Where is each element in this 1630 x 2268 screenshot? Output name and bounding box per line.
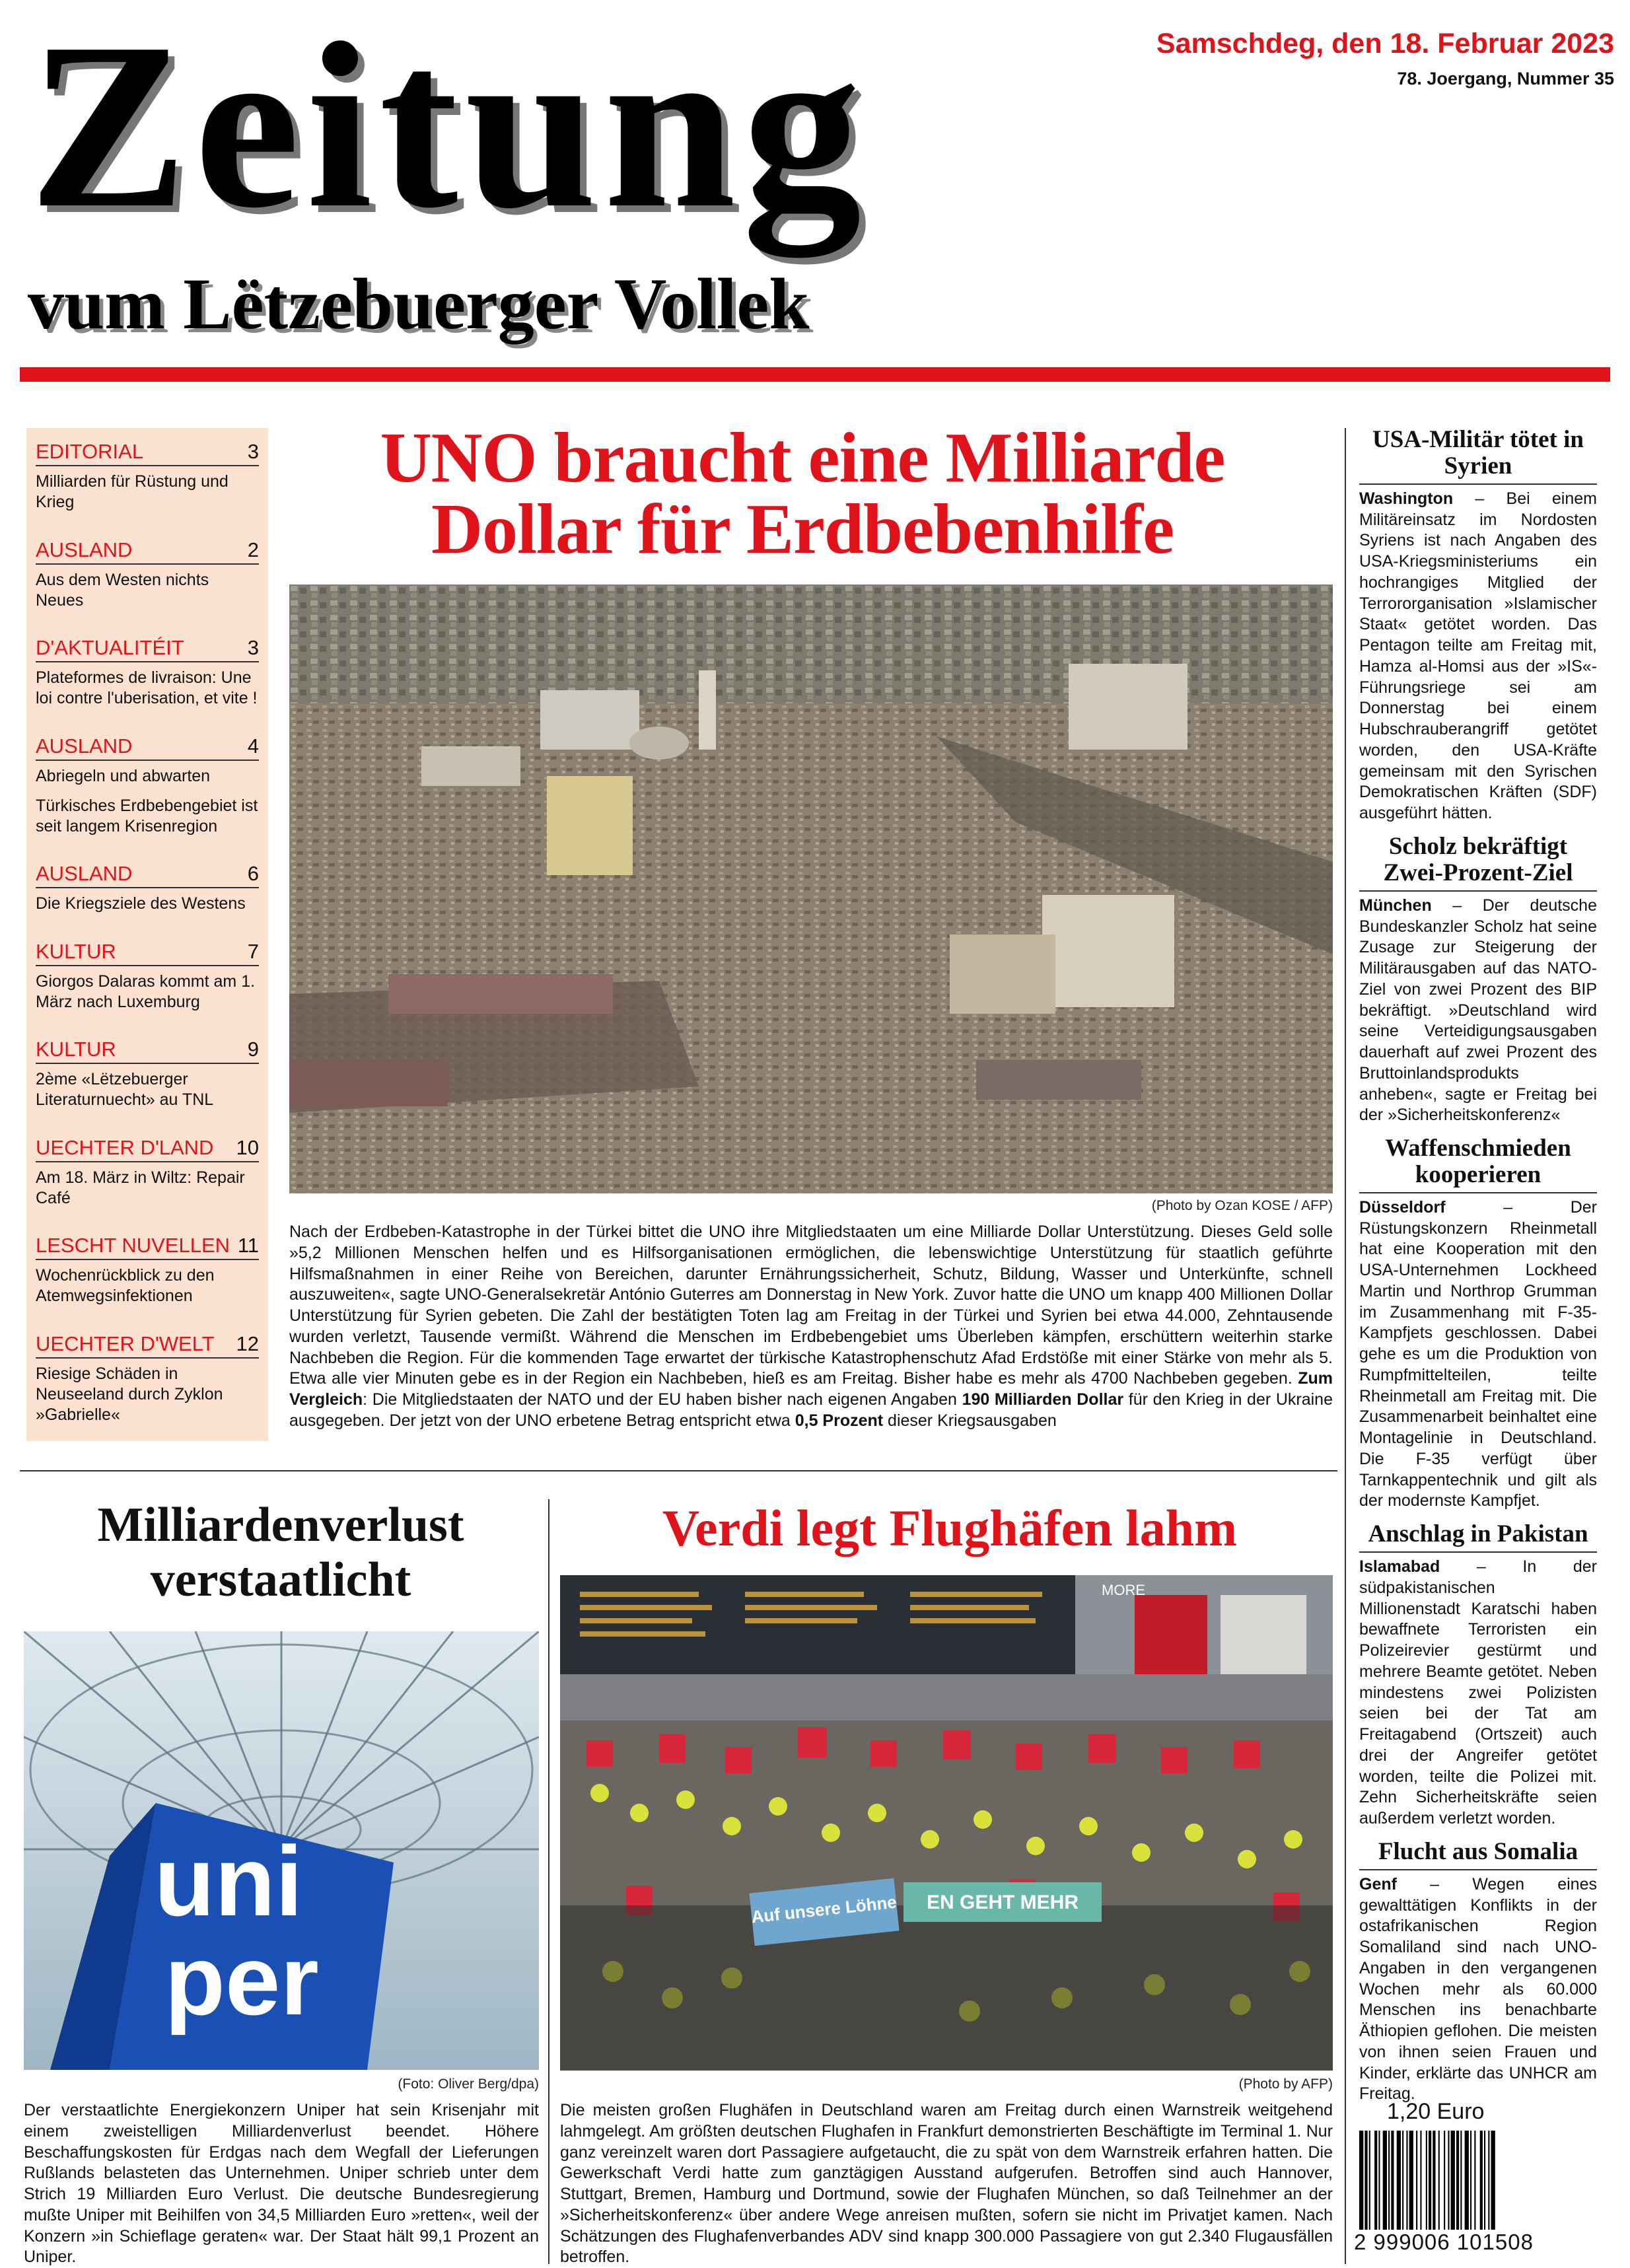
toc-text: Türkisches Erdbebengebiet ist seit langem Krisenregion	[36, 796, 258, 835]
verdi-photo-caption: (Photo by AFP)	[1238, 2076, 1333, 2092]
toc-text: 2ème «Lëtzebuerger Literaturnuecht» au TNL	[36, 1070, 214, 1110]
main-photo-caption: (Photo by Ozan KOSE / AFP)	[1151, 1198, 1333, 1213]
brief-place: Islamabad	[1359, 1557, 1440, 1577]
toc-item[interactable]	[36, 862, 259, 914]
barcode-bar	[1444, 2131, 1445, 2230]
verdi-article-body: Die meisten großen Flughäfen in Deutschland waren am Freitag durch einen Warnstreik weitgehend lahmgelegt. Am größten deutschen Flughafen in Frankfurt demonstrierten Beschäftigte im Terminal 1. Nur ganz vereinzelt waren dort Passagiere aufgetaucht, die zu spät von dem Warnstreik erfahren hatten. Die Gewerkschaft Verdi hatte zum ganztägigen Ausstand aufgerufen. Betroffen sind auch Hannover, Stuttgart, Bremen, Hamburg und Dortmund, sowie der Flughafen München, so daß Teilnehmer an der »Sicherheitskonferenz« über andere Wege anreisen mußten, sofern sie nicht im Privatjet kamen. Nach Schätzungen des Flughafenverbandes ADV sind knapp 300.000 Passagiere von gut 2.340 Flugausfällen betroffen.	[560, 2101, 1333, 2267]
toc-item[interactable]	[36, 1332, 259, 1426]
barcode-bar	[1420, 2131, 1421, 2230]
toc-text: Am 18. März in Wiltz: Repair Café	[36, 1168, 245, 1207]
brief-item[interactable]	[1359, 1521, 1597, 1829]
column-divider	[1345, 428, 1346, 2264]
main-headline-line: Dollar für Erdbebenhilfe	[431, 490, 1174, 569]
issue-date: Samschdeg, den 18. Februar 2023	[1156, 28, 1614, 59]
issue-number: 78. Joergang, Nummer 35	[1397, 69, 1614, 89]
section-divider	[20, 1470, 1337, 1471]
barcode-bar	[1359, 2131, 1363, 2230]
body-text: Nach der Erdbeben-Katastrophe in der Türkei bittet die UNO ihre Mitgliedstaaten um eine Milliarde Dollar Unterstützung. Dieses Geld solle »5,2 Millionen Menschen helfen und es Hilfsorganisationen ermöglichen, die lebenswichtige Unterstützung für staatlich geführte Hilfsmaßnahmen in einer Reihe von Bereichen, darunter Ernährungssicherheit, Schutz, Bildung, Wasser und Unterkünfte, schnell auszuweiten«, sagte UNO-Generalsekretär António Guterres am Donnerstag in New York. Zuvor hatte die UNO um knapp 400 Millionen Dollar Unterstützung für Syrien gebeten. Die Zahl der bestätigten Toten lag am Freitag in der Türkei und Syrien bei etwa 44.000, Zehntausende wurden verletzt, Tausende vermißt. Während die Menschen im Erdbebengebiet ums Überleben kämpfen, erschüttern weiterhin starke Nachbeben die Region. Für die kommenden Tage erwartet der türkische Katastrophenschutz Afad Erdstöße mit einer Stärke von mehr als 5. Etwa alle vier Minuten gebe es in der Region ein Nachbeben, hieß es am Freitag. Bisher habe es mehr als 4700 Nachbeben gegeben.	[289, 1223, 1333, 1388]
masthead-title: Zeitung	[29, 0, 868, 257]
barcode-number: 2 999006 101508	[1354, 2230, 1534, 2254]
toc-section: KULTUR	[36, 939, 116, 963]
brief-item[interactable]	[1359, 833, 1597, 1126]
verdi-headline[interactable]: Verdi legt Flughäfen lahm	[662, 1499, 1238, 1557]
toc-text: Plateformes de livraison: Une loi contre l'uberisation, et vite !	[36, 668, 258, 708]
brief-item[interactable]	[1359, 1839, 1597, 2105]
toc-page: 3	[247, 440, 259, 463]
toc-item[interactable]	[36, 1234, 259, 1307]
uniper-logo: per	[164, 1925, 319, 2036]
uniper-photo-caption: (Foto: Oliver Berg/dpa)	[398, 2076, 539, 2092]
barcode-bar	[1397, 2131, 1401, 2230]
uniper-headline-line: verstaatlicht	[150, 1552, 411, 1607]
brief-body	[1359, 489, 1597, 824]
toc-text: Riesige Schäden in Neuseeland durch Zyklon »Gabrielle«	[36, 1364, 223, 1424]
barcode-bar	[1491, 2131, 1495, 2230]
barcode-bar	[1402, 2131, 1403, 2230]
brief-title: USA-Militär tötet in Syrien	[1359, 427, 1597, 485]
barcode-bar	[1448, 2131, 1449, 2230]
toc-section: AUSLAND	[36, 538, 133, 561]
barcode-bar	[1378, 2131, 1380, 2230]
masthead-rule	[20, 367, 1610, 382]
body-emphasis: 0,5 Prozent	[795, 1411, 884, 1430]
barcode	[1359, 2131, 1597, 2230]
barcode-bar	[1451, 2131, 1455, 2230]
price: 1,20 Euro	[1387, 2099, 1485, 2124]
main-article-body	[289, 1222, 1333, 1432]
toc-page: 4	[247, 734, 259, 758]
barcode-bars	[1359, 2131, 1597, 2230]
toc-text: Die Kriegsziele des Westens	[36, 894, 246, 913]
toc-item[interactable]	[36, 538, 259, 612]
toc-item[interactable]	[36, 940, 259, 1013]
barcode-bar	[1388, 2131, 1390, 2230]
toc-text: Aus dem Westen nichts Neues	[36, 570, 209, 610]
toc-page: 3	[247, 636, 259, 659]
news-briefs	[1359, 427, 1597, 2114]
brief-text: – Bei einem Militäreinsatz im Nordosten Syriens ist nach Angaben des USA-Kriegsministeriums ein hochrangiges Mitglied der Terrororganisation »Islamischer Staat« getötet worden. Das Pentagon teilte am Freitag mit, Hamza al-Homsi aus der »IS«-Führungsriege sei am Donnerstag bei einem Hubschrauberangriff getötet worden, den USA-Kräfte gemeinsam mit den Syrischen Demokratischen Kräften (SDF) ausgeführt hätten.	[1359, 489, 1597, 823]
body-text: für den Krieg in der Ukraine ausgegeben. Der jetzt von der UNO erbetene Betrag entspricht etwa	[289, 1390, 1333, 1430]
toc-text: Milliarden für Rüstung und Krieg	[36, 472, 229, 512]
protest-banner: Auf unsere Löhne	[750, 1892, 898, 1927]
brief-body	[1359, 896, 1597, 1126]
main-headline[interactable]	[277, 419, 1328, 569]
main-headline-line: UNO braucht eine Milliarde	[380, 419, 1225, 497]
barcode-bar	[1456, 2131, 1459, 2230]
barcode-bar	[1374, 2131, 1377, 2230]
barcode-bar	[1429, 2131, 1431, 2230]
body-text: : Die Mitgliedstaaten der NATO und der EU haben bisher nach eigenen Angaben	[363, 1390, 962, 1409]
brief-text: – Der deutsche Bundeskanzler Scholz hat seine Zusage zur Steigerung der Militärausgaben auf das NATO-Ziel von zwei Prozent des BIP bekräftigt. »Deutschland wird seine Verteidigungsausgaben dauerhaft auf zwei Prozent des Bruttoinlandsprodukts anheben«, sagte er Freitag bei der »Sicherheitskonferenz«	[1359, 896, 1597, 1125]
airport-photo-drawing	[560, 1575, 1333, 2071]
toc-page: 7	[247, 939, 259, 963]
brief-body	[1359, 1557, 1597, 1829]
brief-place: Washington	[1359, 489, 1454, 508]
uniper-photo	[24, 1631, 539, 2070]
barcode-bar	[1470, 2131, 1471, 2230]
toc-section: D'AKTUALITÉIT	[36, 636, 184, 659]
toc-text: Abriegeln und abwarten	[36, 766, 211, 785]
barcode-bar	[1409, 2131, 1413, 2230]
toc-text: Wochenrückblick zu den Atemwegsinfektionen	[36, 1266, 215, 1306]
barcode-bar	[1465, 2131, 1469, 2230]
brief-text: – Wegen eines gewalttätigen Konflikts in der ostafrikanischen Region Somaliland sind nach UNO-Angaben in den vergangenen Wochen mehr als 60.000 Menschen ins benachbarte Äthiopien geflohen. Die meisten von ihnen seien Frauen und Kinder, erklärte das UNHCR am Freitag.	[1359, 1874, 1597, 2104]
toc-page: 12	[236, 1331, 259, 1355]
earthquake-photo	[289, 585, 1333, 1193]
toc-page: 9	[247, 1038, 259, 1061]
toc-item[interactable]	[36, 1038, 259, 1111]
barcode-bar	[1364, 2131, 1367, 2230]
brief-title: Flucht aus Somalia	[1359, 1839, 1597, 1870]
barcode-bar	[1416, 2131, 1417, 2230]
brief-title: Scholz bekräftigt Zwei-Prozent-Ziel	[1359, 833, 1597, 892]
protest-banner: EN GEHT MEHR	[926, 1892, 1079, 1913]
brief-item[interactable]	[1359, 1135, 1597, 1512]
brief-place: München	[1359, 896, 1432, 915]
toc-section: EDITORIAL	[36, 440, 144, 463]
toc-page: 6	[247, 862, 259, 886]
toc-item[interactable]	[36, 440, 259, 513]
toc-section: LESCHT NUVELLEN	[36, 1234, 230, 1257]
barcode-bar	[1488, 2131, 1489, 2230]
barcode-bar	[1484, 2131, 1485, 2230]
toc-page: 11	[237, 1234, 259, 1257]
column-divider	[548, 1499, 549, 2264]
body-emphasis: Zum Vergleich	[289, 1369, 1333, 1409]
barcode-bar	[1391, 2131, 1394, 2230]
more-sign: MORE	[1102, 1582, 1145, 1598]
uniper-photo-drawing	[24, 1631, 539, 2070]
earthquake-photo-drawing	[289, 585, 1333, 1193]
body-text: dieser Kriegsausgaben	[883, 1411, 1057, 1430]
uniper-headline[interactable]	[26, 1498, 535, 1608]
toc-item[interactable]	[36, 636, 259, 709]
brief-body	[1359, 1197, 1597, 1512]
brief-item[interactable]	[1359, 427, 1597, 824]
toc-item[interactable]	[36, 1136, 259, 1209]
barcode-bar	[1406, 2131, 1407, 2230]
barcode-bar	[1433, 2131, 1435, 2230]
toc-section: AUSLAND	[36, 734, 133, 758]
table-of-contents	[26, 428, 268, 1441]
barcode-bar	[1383, 2131, 1387, 2230]
toc-section: AUSLAND	[36, 862, 133, 886]
brief-text: – In der südpakistanischen Millionenstadt Karatschi haben bewaffnete Terroristen ein Polizeirevier gestürmt und mehrere Beamte getötet. Neben mindestens zwei Polizisten seien bei der Tat am Freitagabend (Ortszeit) auch drei der Angreifer getötet worden, teilte die Polizei mit. Zehn Sicherheitskräfte seien außerdem verletzt worden.	[1359, 1557, 1597, 1828]
brief-place: Düsseldorf	[1359, 1197, 1446, 1217]
toc-text: Giorgos Dalaras kommt am 1. März nach Luxemburg	[36, 972, 256, 1011]
toc-section: UECHTER D'LAND	[36, 1135, 214, 1159]
brief-text: – Der Rüstungskonzern Rheinmetall hat eine Kooperation mit den USA-Unternehmen Lockheed Martin und Northrop Grumman im Zusammenhang mit F-35-Kampfjets geschlossen. Dabei gehe es um die Produktion von Rumpfmittelteilen, teilte Rheinmetall am Freitag mit. Die Zusammenarbeit beinhaltet eine Montagelinie in Deutschland. Die F-35 verfügt über Tarnkappentechnik und gilt als der modernste Kampfjet.	[1359, 1197, 1597, 1510]
barcode-bar	[1480, 2131, 1483, 2230]
uniper-headline-line: Milliardenverlust	[97, 1498, 464, 1552]
toc-page: 10	[236, 1135, 259, 1159]
barcode-bar	[1460, 2131, 1462, 2230]
barcode-bar	[1474, 2131, 1475, 2230]
barcode-bar	[1369, 2131, 1370, 2230]
body-emphasis: 190 Milliarden Dollar	[962, 1390, 1124, 1409]
toc-section: UECHTER D'WELT	[36, 1331, 215, 1355]
barcode-bar	[1438, 2131, 1440, 2230]
toc-page: 2	[247, 538, 259, 561]
brief-title: Waffenschmieden kooperieren	[1359, 1135, 1597, 1193]
toc-section: KULTUR	[36, 1038, 116, 1061]
brief-body	[1359, 1874, 1597, 2105]
barcode-bar	[1426, 2131, 1427, 2230]
uniper-article-body: Der verstaatlichte Energiekonzern Uniper hat sein Krisenjahr mit einem zweistelligen Milliardenverlust beendet. Höhere Beschaffungskosten für Erdgas nach dem Wegfall der Lieferungen Rußlands belasteten das Unternehmen. Uniper schrieb unter dem Strich 19 Milliarden Euro Verlust. Die deutsche Bundesregierung mußte Uniper mit Beihilfen von 34,5 Milliarden Euro »retten«, weil der Konzern »in Schieflage geraten« war. Der Staat hält 99,1 Prozent an Uniper.	[24, 2101, 539, 2267]
brief-title: Anschlag in Pakistan	[1359, 1521, 1597, 1553]
toc-item[interactable]	[36, 734, 259, 837]
brief-place: Genf	[1359, 1874, 1397, 1894]
masthead-subtitle: vum Lëtzebuerger Vollek	[28, 264, 810, 344]
uniper-logo: uni	[154, 1825, 303, 1936]
airport-strike-photo	[560, 1575, 1333, 2071]
